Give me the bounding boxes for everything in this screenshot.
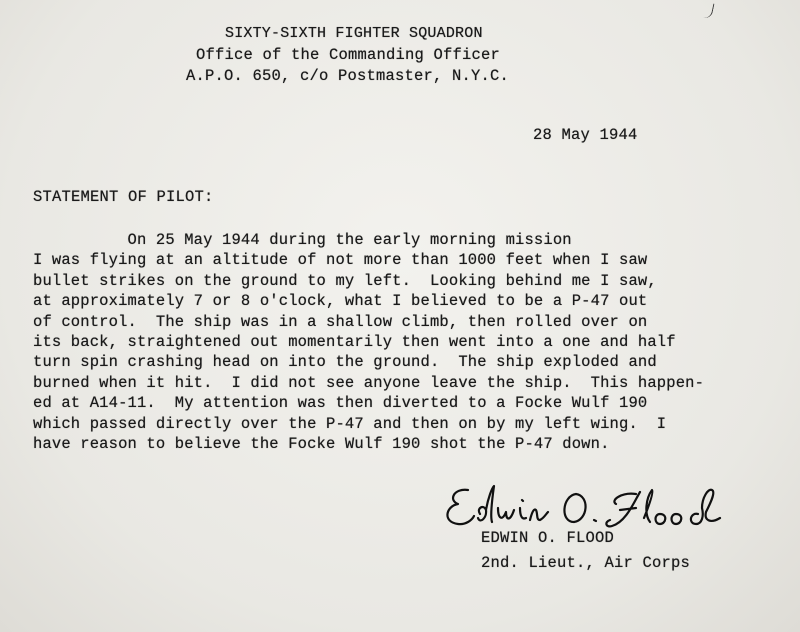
statement-line: turn spin crashing head on into the ground. The ship exploded and bbox=[33, 353, 657, 372]
statement-line: its back, straightened out momentarily then went into a one and half bbox=[33, 333, 676, 352]
letterhead-office: Office of the Commanding Officer bbox=[196, 46, 501, 64]
statement-line: which passed directly over the P-47 and then on by my left wing. I bbox=[33, 414, 667, 433]
letterhead-address: A.P.O. 650, c/o Postmaster, N.Y.C. bbox=[186, 67, 510, 85]
statement-line: at approximately 7 or 8 o'clock, what I believed to be a P-47 out bbox=[33, 292, 648, 311]
statement-heading: STATEMENT OF PILOT: bbox=[33, 188, 214, 206]
statement-line: ed at A14-11. My attention was then diverted to a Focke Wulf 190 bbox=[33, 394, 648, 413]
document-date: 28 May 1944 bbox=[533, 126, 638, 144]
typed-signature-name: EDWIN O. FLOOD bbox=[481, 529, 615, 547]
statement-line: bullet strikes on the ground to my left. Looking behind me I saw, bbox=[33, 271, 657, 290]
statement-line: of control. The ship was in a shallow climb, then rolled over on bbox=[33, 312, 648, 331]
letterhead-unit: SIXTY-SIXTH FIGHTER SQUADRON bbox=[225, 25, 483, 42]
statement-line: On 25 May 1944 during the early morning mission bbox=[33, 231, 572, 249]
statement-line: have reason to believe the Focke Wulf 190 shot the P-47 down. bbox=[33, 435, 610, 454]
pen-mark bbox=[697, 1, 715, 20]
statement-line: burned when it hit. I did not see anyone leave the ship. This happen- bbox=[33, 373, 705, 392]
statement-line: I was flying at an altitude of not more than 1000 feet when I saw bbox=[33, 251, 648, 270]
statement-body bbox=[33, 230, 704, 454]
signature-rank: 2nd. Lieut., Air Corps bbox=[481, 554, 691, 572]
